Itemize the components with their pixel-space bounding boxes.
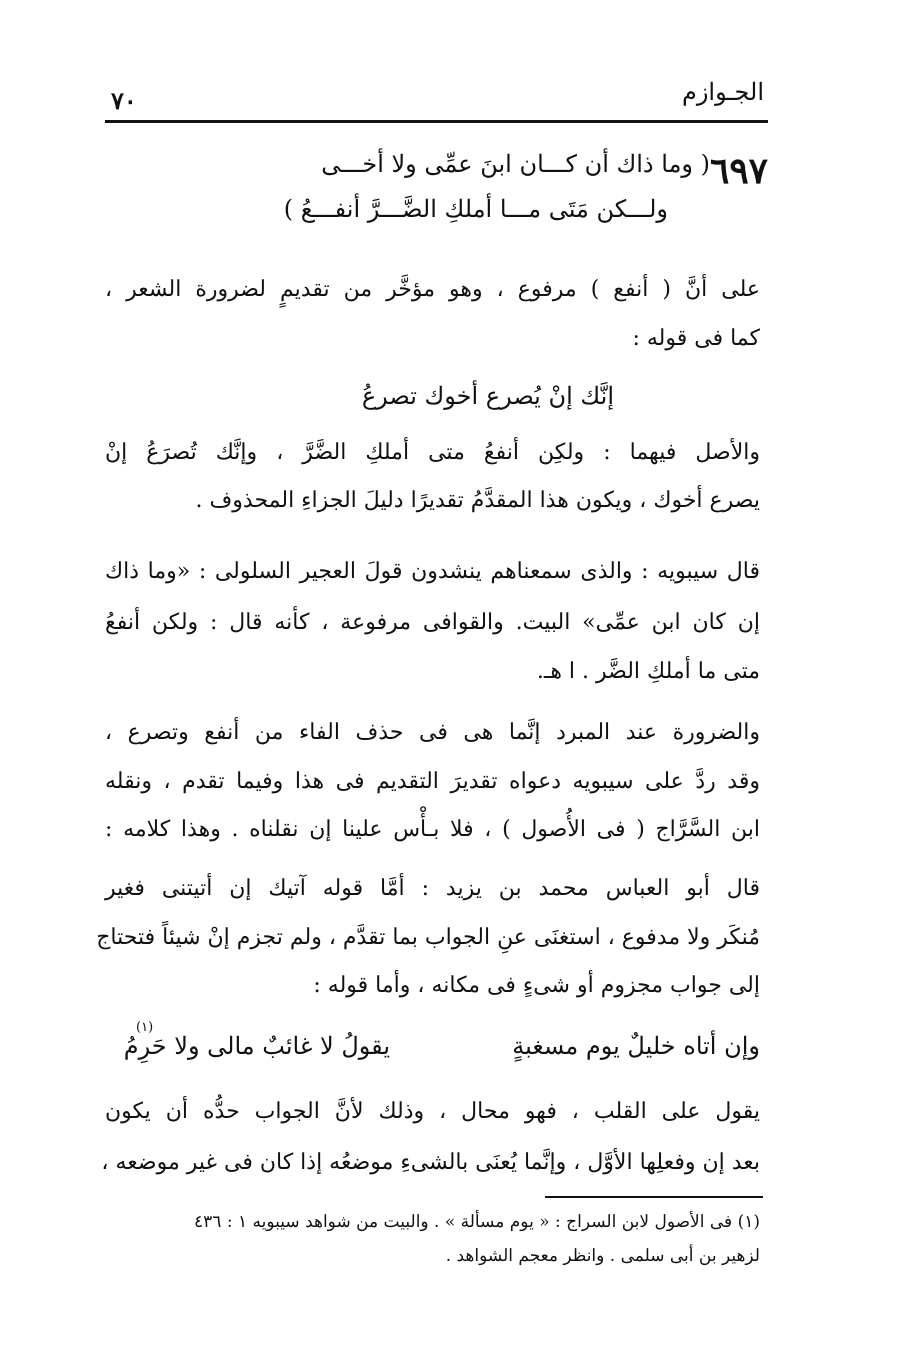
footnote-marker: (١) bbox=[136, 1020, 154, 1035]
poem-line: إنَّك إنْ يُصرع أخوك تصرعُ bbox=[361, 382, 614, 410]
paragraph-line: يقول على القلب ، فهو محال ، وذلك لأنَّ الجواب حدُّه أن يكون bbox=[105, 1099, 760, 1124]
page-number: ٧٠ bbox=[111, 86, 137, 115]
poem-hemistich-1: وإن أتاه خليلٌ يوم مسغبةٍ bbox=[512, 1032, 760, 1060]
paragraph-line: قال أبو العباس محمد بن يزيد : أمَّا قوله آتيك إن أتيتنى فغير bbox=[105, 876, 760, 901]
verse-number: ٦٩٧ bbox=[709, 150, 768, 192]
paragraph-line: ابن السَّرَّاج ( فى الأُصول ) ، فلا بـأْس علينا إن نقلناه . وهذا كلامه : bbox=[105, 817, 760, 842]
running-title: الجـوازم bbox=[681, 78, 764, 106]
page-header bbox=[105, 72, 768, 123]
paragraph-line: إلى جواب مجزوم أو شىءٍ فى مكانه ، وأما قوله : bbox=[313, 973, 760, 998]
paragraph-line: مُنكَر ولا مدفوع ، استغنَى عنِ الجواب بما تقدَّم ، ولم تجزم إنْ شيئاً فتحتاج bbox=[96, 925, 760, 950]
verse-line-1: ( وما ذاك أن كـــان ابنَ عمِّى ولا أخـــى bbox=[321, 150, 710, 178]
paragraph-line: كما فى قوله : bbox=[632, 326, 760, 351]
paragraph-line: يصرع أخوك ، ويكون هذا المقدَّمُ تقديرًا دليلَ الجزاءِ المحذوف . bbox=[195, 488, 760, 513]
paragraph-line: وقد ردَّ على سيبويه دعواه تقديرَ التقديم فى هذا وفيما تقدم ، ونقله bbox=[105, 769, 760, 794]
paragraph-line: إن كان ابن عمِّى» البيت. والقوافى مرفوعة ، كأنه قال : ولكن أنفعُ bbox=[105, 610, 760, 635]
paragraph-line: والأصل فيهما : ولكِن أنفعُ متى أملكِ الضَّرَّ ، وإنَّك تُصرَعُ إنْ bbox=[105, 440, 760, 465]
poem-hemistich-2: يقولُ لا غائبٌ مالى ولا حَرِمُ bbox=[123, 1032, 390, 1060]
verse-line-2: ولـــكن مَتَى مـــا أملكِ الضَّـــرَّ أنفـــعُ ) bbox=[283, 195, 668, 223]
paragraph-line: على أنَّ ( أنفع ) مرفوع ، وهو مؤخَّر من تقديمٍ لضرورة الشعر ، bbox=[105, 277, 760, 302]
footnote-line-2: لزهير بن أبى سلمى . وانظر معجم الشواهد . bbox=[445, 1246, 760, 1266]
footnote-line-1: (١) فى الأصول لابن السراج : « يوم مسألة » . والبيت من شواهد سيبويه ١ : ٤٣٦ bbox=[194, 1212, 760, 1232]
paragraph-line: متى ما أملكِ الضَّر . ا هـ. bbox=[536, 659, 760, 684]
paragraph-line: قال سيبويه : والذى سمعناهم ينشدون قولَ العجير السلولى : «وما ذاك bbox=[105, 559, 760, 584]
paragraph-line: والضرورة عند المبرد إنَّما هى فى حذف الفاء من أنفع وتصرع ، bbox=[105, 720, 760, 745]
footnote-divider bbox=[545, 1196, 763, 1198]
paragraph-line: بعد إن وفعلِها الأوَّل ، وإنَّما يُعنَى بالشىءِ موضعُه إذا كان فى غير موضعه ، bbox=[101, 1150, 760, 1175]
